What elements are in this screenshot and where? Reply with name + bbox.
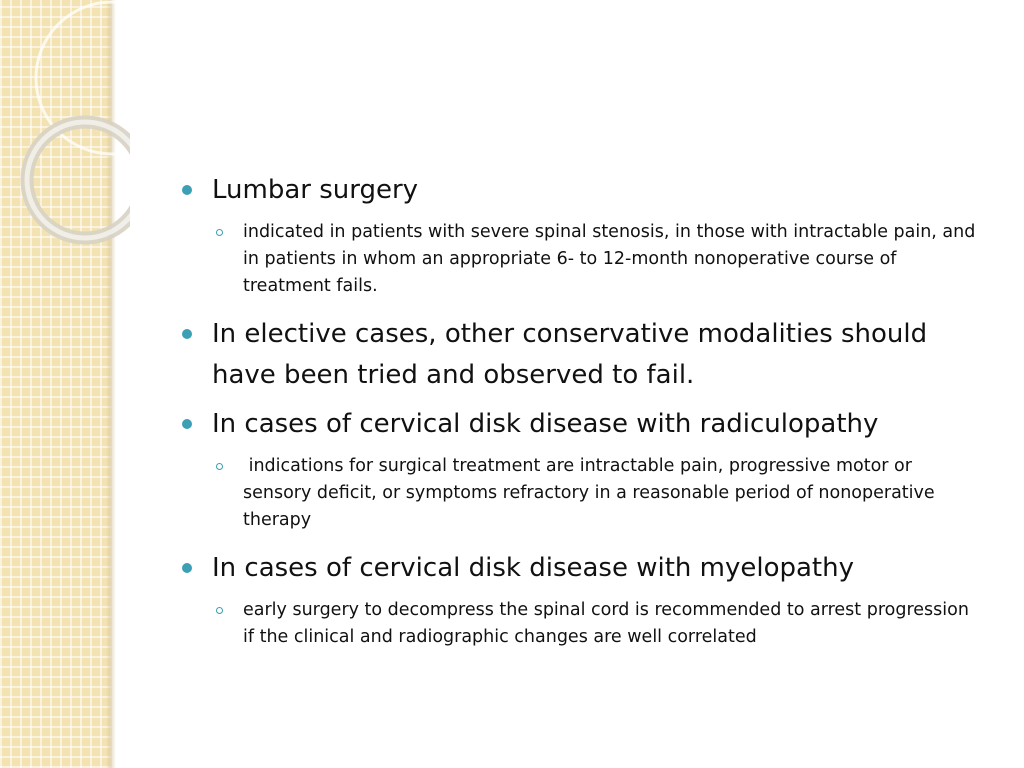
sub-bullet-item (180, 597, 980, 651)
bullet-item (180, 404, 980, 445)
sub-bullet-item (180, 453, 980, 534)
sub-bullet-text: early surgery to decompress the spinal cord is recommended to arrest progression if the clinical and radiographic changes are well correlated (243, 600, 969, 647)
sub-bullet-item (180, 219, 980, 300)
sub-bullet-ring-icon (216, 463, 223, 470)
bullet-dot-icon (182, 563, 192, 573)
bullet-text: In elective cases, other conservative modalities should have been tried and observed to fail. (212, 319, 928, 390)
bullet-item (180, 548, 980, 589)
sub-bullet-ring-icon (216, 229, 223, 236)
bullet-item (180, 170, 980, 211)
bullet-text: In cases of cervical disk disease with radiculopathy (212, 409, 879, 439)
bullet-dot-icon (182, 185, 192, 195)
bullet-text: In cases of cervical disk disease with myelopathy (212, 553, 854, 583)
decorative-rings (0, 0, 130, 260)
sub-bullet-text: indicated in patients with severe spinal stenosis, in those with intractable pain, and in patients in whom an appropriate 6- to 12-month nonoperative course of treatment fails. (243, 222, 976, 296)
bullet-list (180, 170, 980, 665)
bullet-text: Lumbar surgery (212, 175, 419, 205)
sub-bullet-ring-icon (216, 607, 223, 614)
thick-ring-highlight (27, 122, 130, 238)
bullet-dot-icon (182, 419, 192, 429)
sub-bullet-text: indications for surgical treatment are intractable pain, progressive motor or sensory deficit, or symptoms refractory in a reasonable period of nonoperative therapy (243, 456, 941, 530)
bullet-item (180, 314, 980, 396)
bullet-dot-icon (182, 329, 192, 339)
